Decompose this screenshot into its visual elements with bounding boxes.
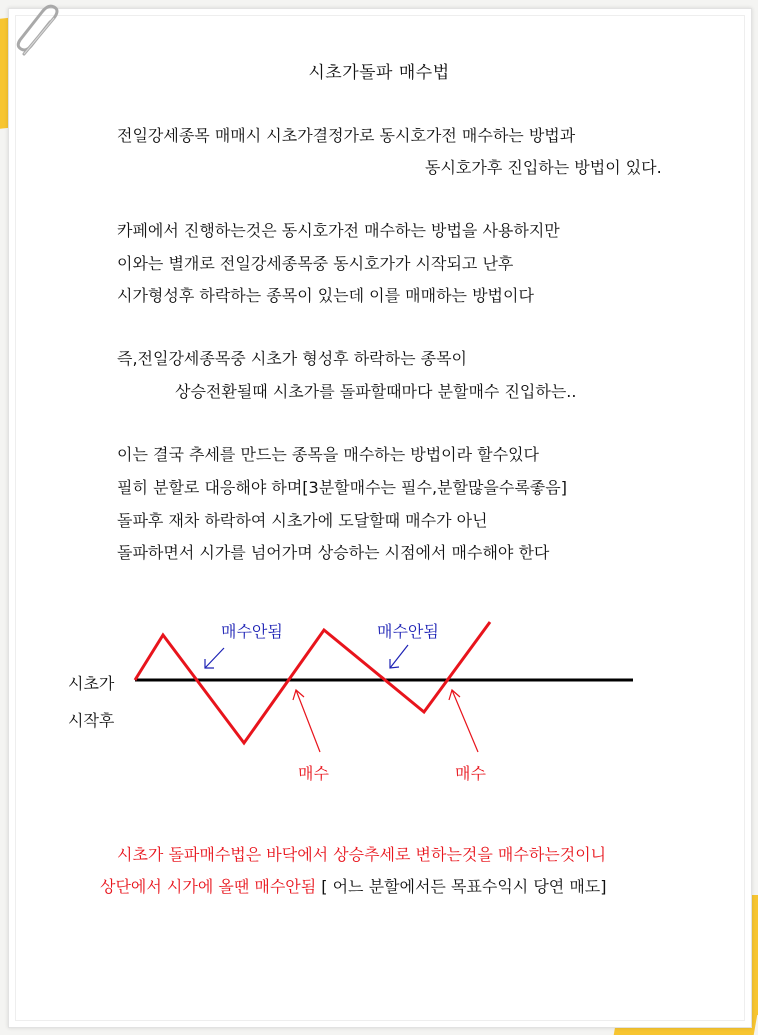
footer-black-text: [ 어느 분할에서든 목표수익시 당연 매도] (316, 877, 607, 896)
text-line: 동시호가후 진입하는 방법이 있다. (425, 158, 662, 177)
no-buy-label: 매수안됨 (377, 622, 439, 641)
baseline-label: 시초가 (68, 674, 115, 693)
text-line: 돌파후 재차 하락하여 시초가에 도달할때 매수가 아닌 (117, 511, 488, 530)
footer-line (100, 874, 606, 897)
no-buy-label: 매수안됨 (221, 622, 283, 641)
no-buy-arrow-1 (205, 648, 224, 668)
text-line: 즉,전일강세종목중 시초가 형성후 하락하는 종목이 (117, 349, 468, 368)
footer-line: 시초가 돌파매수법은 바닥에서 상승추세로 변하는것을 매수하는것이니 (117, 845, 607, 864)
buy-arrow-2 (449, 690, 478, 752)
buy-label: 매수 (298, 764, 329, 783)
text-line: 카페에서 진행하는것은 동시호가전 매수하는 방법을 사용하지만 (117, 221, 560, 240)
text-line: 돌파하면서 시가를 넘어가며 상승하는 시점에서 매수해야 한다 (117, 543, 550, 562)
text-line: 필히 분할로 대응해야 하며[3분할매수는 필수,분할많을수록좋음] (117, 478, 567, 497)
baseline-sublabel: 시작후 (68, 711, 115, 730)
buy-label: 매수 (455, 764, 486, 783)
text-line: 이는 결국 추세를 만드는 종목을 매수하는 방법이라 할수있다 (117, 445, 540, 464)
text-line: 이와는 별개로 전일강세종목중 동시호가가 시작되고 난후 (117, 254, 514, 273)
buy-arrow-1 (293, 690, 320, 752)
text-line: 시가형성후 하락하는 종목이 있는데 이를 매매하는 방법이다 (117, 286, 534, 305)
page-title: 시초가돌파 매수법 (308, 63, 450, 83)
text-line: 전일강세종목 매매시 시초가결정가로 동시호가전 매수하는 방법과 (117, 126, 576, 145)
footer-red-text: 상단에서 시가에 올땐 매수안됨 (100, 877, 317, 896)
no-buy-arrow-2 (390, 645, 408, 668)
text-line: 상승전환될때 시초가를 돌파할때마다 분할매수 진입하는.. (175, 382, 577, 401)
